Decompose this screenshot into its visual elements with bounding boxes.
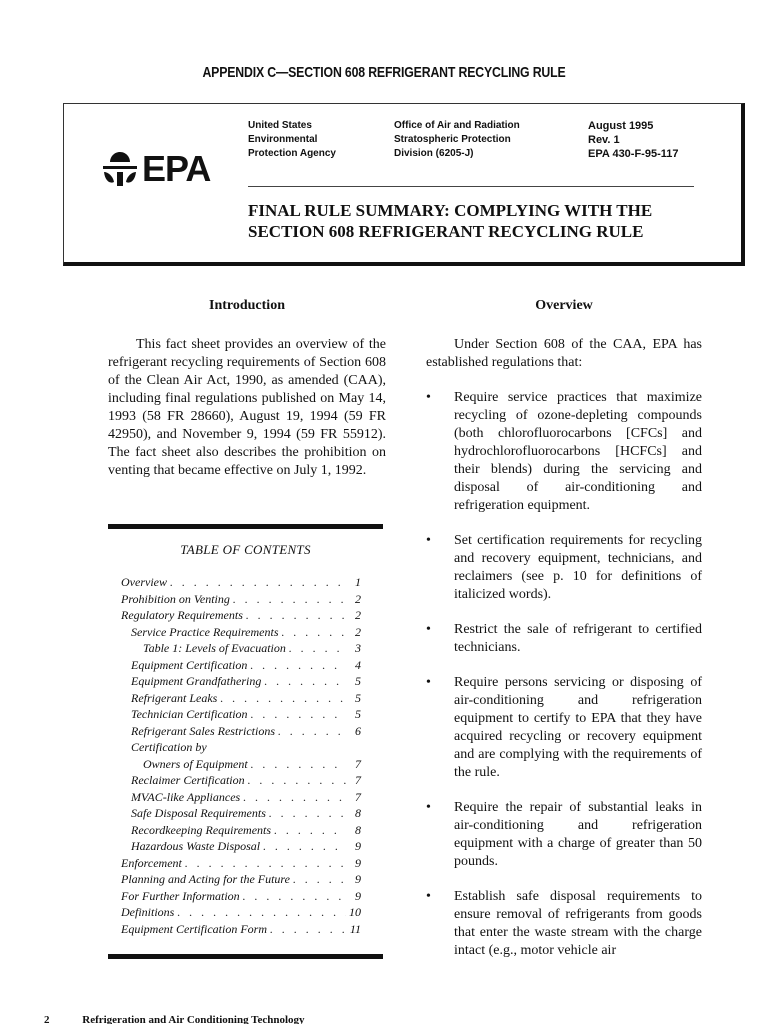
toc-leader-dots: [251, 706, 346, 723]
toc-entry-label: Equipment Certification Form: [121, 921, 267, 936]
office-name: Office of Air and Radiation Stratospheric Protection Division (6205-J): [394, 120, 520, 159]
toc-entry: [121, 855, 361, 872]
toc-entry: [121, 789, 361, 806]
toc-entry-label: Reclaimer Certification: [131, 773, 245, 787]
toc-entry-page: 9: [355, 888, 361, 903]
toc-entry-label: Overview: [121, 575, 167, 589]
footer-page-number: 2: [44, 1014, 50, 1024]
toc-leader-dots: [243, 789, 346, 806]
toc-entry-label: Certification by: [131, 740, 207, 754]
toc-entry-label: Owners of Equipment: [143, 756, 248, 771]
toc-entry-label: Definitions: [121, 905, 175, 919]
overview-intro: Under Section 608 of the CAA, EPA has established regulations that:: [426, 337, 702, 370]
toc-entry: [121, 690, 361, 707]
toc-entry-label: Recordkeeping Requirements: [131, 822, 272, 837]
toc-entry: [121, 838, 361, 855]
overview-bullet: • Require service practices that maximize recycling of ozone-depleting compounds (both chlorofluorocarbons [CFCs] and hydrochlorofluorocarbons [HCFCs] and their blends) during the servicing and disposal of air-conditioning and refrigeration equipment.: [426, 389, 702, 515]
toc-leader-dots: [250, 657, 346, 674]
toc-entry-label: Planning and Acting for the Future: [121, 872, 290, 886]
toc-top-rule: [108, 524, 383, 529]
overview-section: [426, 298, 702, 960]
toc-entry-label: Table 1: Levels of Evacuation: [143, 641, 286, 655]
toc-entry: [121, 756, 361, 773]
toc-leader-dots: [185, 855, 346, 872]
toc-entry-page: 5: [355, 674, 361, 688]
document-info: August 1995 Rev. 1 EPA 430-F-95-117: [588, 120, 679, 160]
toc-entry-page: 7: [355, 789, 361, 804]
toc-leader-dots: [248, 772, 346, 789]
toc-entry-page: 9: [355, 839, 361, 853]
toc-entry-label: Refrigerant Leaks: [131, 690, 218, 705]
toc-bottom-rule: [108, 954, 383, 959]
toc-leader-dots: [282, 624, 347, 641]
toc-leader-dots: [177, 904, 346, 921]
table-of-contents: [121, 574, 361, 937]
toc-entry-page: 7: [355, 773, 361, 787]
toc-entry: [121, 706, 361, 723]
toc-entry-page: 11: [349, 921, 361, 936]
toc-entry: [121, 888, 361, 905]
epa-flower-icon: [100, 150, 140, 188]
toc-entry-page: 3: [355, 641, 361, 655]
introduction-text: This fact sheet provides an overview of the refrigerant recycling requirements of Section 608 of the Clean Air Act, 1990, as amended (CAA), including final regulations published on May 14, 1993 (58 FR 28660), August 19, 1994 (59 FR 42950), and November 9, 1994 (59 FR 55912). The fact sheet also describes the prohibition on venting that became effective on July 1, 1992.: [108, 337, 386, 478]
toc-leader-dots: [293, 871, 346, 888]
toc-entry-label: Refrigerant Sales Restrictions: [131, 723, 275, 738]
overview-bullet: • Require persons servicing or disposing of air-conditioning and refrigeration equipment to certify to EPA that they have acquired recycling or recovery equipment and are complying with the requirements of the rule.: [426, 674, 702, 782]
toc-entry: [121, 904, 361, 921]
toc-entry: [121, 723, 361, 740]
toc-entry: [121, 921, 361, 938]
toc-leader-dots: [170, 574, 346, 591]
agency-name: United States Environmental Protection Agency: [248, 120, 336, 159]
overview-bullet: • Set certification requirements for recycling and recovery equipment, technicians, and reclaimers (see p. 10 for definitions of italicized words).: [426, 532, 702, 604]
overview-heading: Overview: [535, 298, 593, 313]
toc-entry-label: Enforcement: [121, 855, 182, 870]
toc-entry-page: 9: [355, 872, 361, 886]
toc-entry: [121, 624, 361, 641]
toc-entry-label: Regulatory Requirements: [121, 608, 243, 622]
toc-entry: [121, 607, 361, 624]
toc-title: TABLE OF CONTENTS: [180, 542, 311, 557]
toc-leader-dots: [270, 921, 346, 938]
toc-entry-page: 5: [355, 690, 361, 705]
toc-entry: [121, 640, 361, 657]
epa-logo-text: EPA: [142, 148, 211, 189]
toc-entry-page: 2: [355, 591, 361, 606]
toc-leader-dots: [246, 607, 346, 624]
toc-entry-label: Prohibition on Venting: [121, 591, 230, 606]
toc-entry-label: For Further Information: [121, 888, 240, 903]
overview-bullets: [426, 389, 702, 960]
toc-entry: [121, 805, 361, 822]
toc-entry-page: 5: [355, 707, 361, 721]
summary-title: FINAL RULE SUMMARY: COMPLYING WITH THE SECTION 608 REFRIGERANT RECYCLING RULE: [248, 201, 653, 241]
toc-entry-page: 2: [355, 624, 361, 639]
toc-entry-label: Service Practice Requirements: [131, 624, 279, 639]
overview-bullet: • Restrict the sale of refrigerant to certified technicians.: [426, 621, 702, 657]
toc-entry-label: Hazardous Waste Disposal: [131, 839, 261, 853]
toc-entry-page: 1: [355, 575, 361, 589]
toc-entry: [121, 739, 361, 756]
toc-leader-dots: [289, 640, 346, 657]
toc-entry-label: Safe Disposal Requirements: [131, 806, 266, 820]
toc-entry-page: 7: [355, 756, 361, 771]
toc-entry-page: 8: [355, 806, 361, 820]
toc-leader-dots: [233, 591, 346, 608]
toc-entry-page: 2: [355, 608, 361, 622]
toc-leader-dots: [264, 673, 346, 690]
toc-leader-dots: [263, 838, 346, 855]
toc-leader-dots: [220, 690, 346, 707]
toc-entry-page: 4: [355, 657, 361, 672]
toc-entry-label: MVAC-like Appliances: [131, 789, 241, 804]
toc-leader-dots: [278, 723, 346, 740]
toc-entry: [121, 673, 361, 690]
toc-entry: [121, 574, 361, 591]
epa-logo: [100, 148, 210, 190]
overview-bullet: • Require the repair of substantial leaks in air-conditioning and refrigeration equipment with a charge of greater than 50 pounds.: [426, 799, 702, 871]
toc-entry-page: 9: [355, 855, 361, 870]
toc-leader-dots: [274, 822, 346, 839]
toc-entry: [121, 871, 361, 888]
toc-entry-page: 8: [355, 822, 361, 837]
introduction-heading: Introduction: [209, 298, 285, 313]
page-footer: [44, 1014, 305, 1024]
introduction-section: [108, 298, 386, 480]
header-divider: [248, 186, 694, 187]
toc-entry: [121, 591, 361, 608]
toc-entry-label: Technician Certification: [131, 707, 248, 721]
toc-leader-dots: [269, 805, 346, 822]
toc-entry-page: 6: [355, 723, 361, 738]
appendix-title: APPENDIX C—SECTION 608 REFRIGERANT RECYCLING RULE: [202, 64, 566, 81]
overview-bullet: • Establish safe disposal requirements to ensure removal of refrigerants from goods that enter the waste stream with the charge intact (e.g., motor vehicle air: [426, 888, 702, 960]
toc-leader-dots: [243, 888, 346, 905]
toc-entry-label: Equipment Grandfathering: [131, 674, 262, 688]
toc-entry: [121, 822, 361, 839]
toc-leader-dots: [251, 756, 346, 773]
toc-entry-label: Equipment Certification: [131, 657, 248, 672]
footer-book-title: Refrigeration and Air Conditioning Technology: [82, 1014, 305, 1024]
toc-entry: [121, 772, 361, 789]
toc-entry-page: 10: [349, 905, 361, 919]
epa-header-box: [63, 103, 745, 266]
toc-entry: [121, 657, 361, 674]
